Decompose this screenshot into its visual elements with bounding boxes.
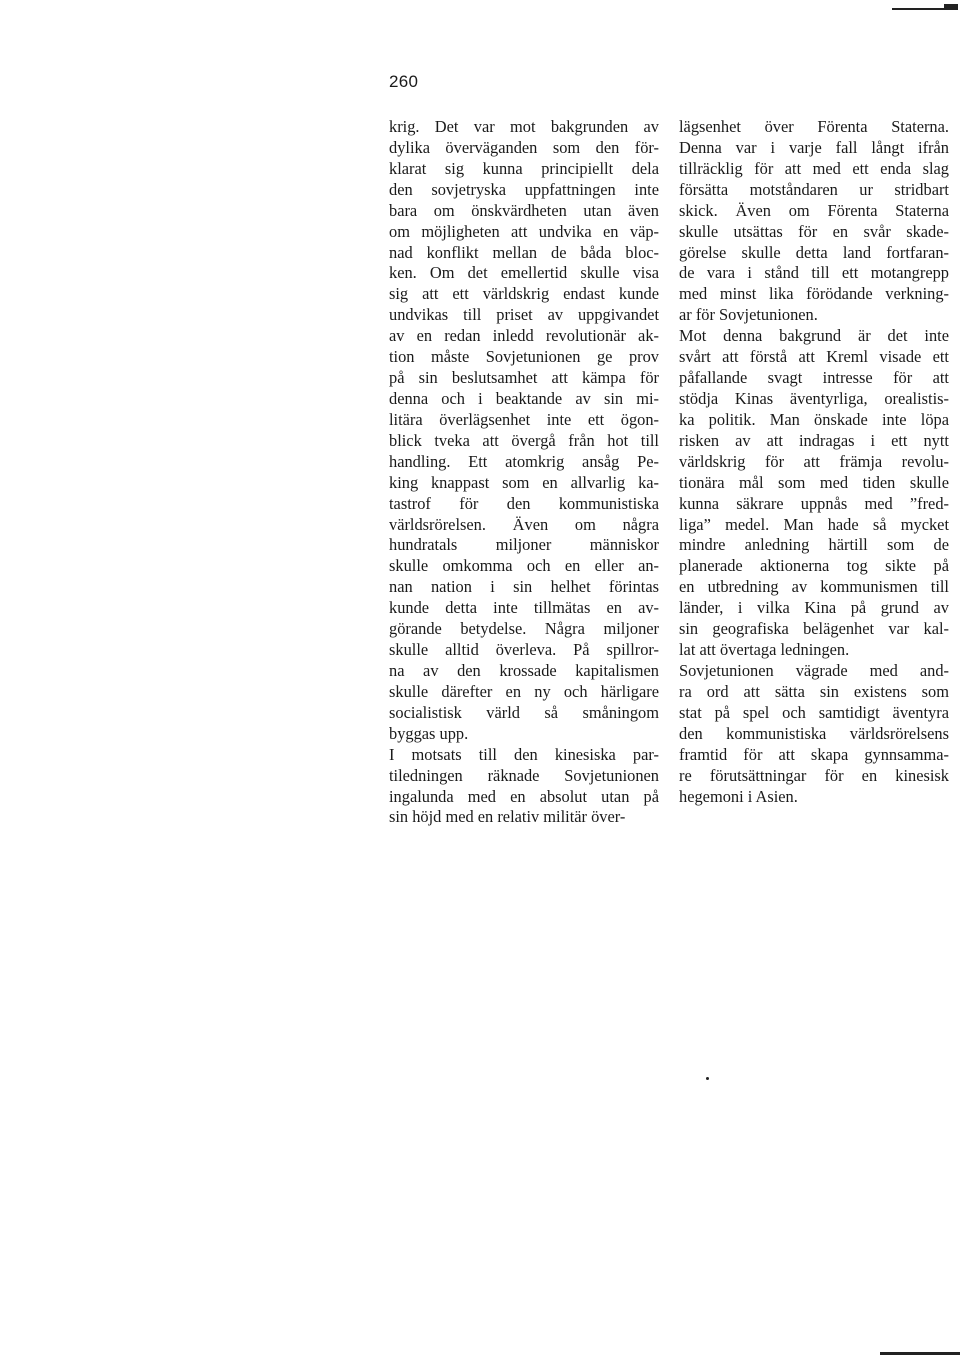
- text-line: dylika överväganden som den för-: [389, 137, 659, 157]
- text-line: tionära mål som med tiden skulle: [679, 472, 949, 492]
- text-line: litära överlägsenhet inte ett ögon-: [389, 409, 659, 429]
- text-line: framtid för att skapa gynnsamma-: [679, 744, 949, 764]
- text-line: lägsenhet över Förenta Staterna.: [679, 117, 949, 136]
- text-line: bara om önskvärdheten utan även: [389, 200, 659, 220]
- text-line: en utbredning av kommunismen till: [679, 577, 949, 597]
- text-column-left: [389, 117, 659, 828]
- text-line: hundratals miljoner människor: [389, 535, 659, 555]
- text-line: den kommunistiska världsrörelsens: [679, 723, 949, 743]
- text-line: görande betydelse. Några miljoner: [389, 619, 659, 639]
- text-line: klarat sig kunna principiellt dela: [389, 158, 659, 178]
- text-line: länder, i vilka Kina på grund av: [679, 598, 949, 618]
- text-line: de vara i stånd till ett motangrepp: [679, 263, 949, 283]
- text-line: stödja Kinas äventyrliga, orealistis-: [679, 388, 949, 408]
- text-line: kunna säkrare uppnås med ”fred-: [679, 493, 949, 513]
- text-line: försätta motståndaren ur stridbart: [679, 179, 949, 199]
- text-line: stat på spel och samtidigt äventyra: [679, 702, 949, 722]
- text-line: krig. Det var mot bakgrunden av: [389, 117, 659, 136]
- text-line: påfallande svagt intresse för att: [679, 368, 949, 388]
- text-line: skulle alltid överleva. På spillror-: [389, 640, 659, 660]
- text-line: risken av att indragas i ett nytt: [679, 430, 949, 450]
- text-line: den sovjetryska uppfattningen inte: [389, 179, 659, 199]
- text-line: skulle därefter en ny och härligare: [389, 681, 659, 701]
- text-line: planerade aktionerna tog sikte på: [679, 556, 949, 576]
- text-line: av en redan inledd revolutionär ak-: [389, 326, 659, 346]
- scan-edge-mark-bottom: [880, 1352, 960, 1355]
- text-line: mindre anledning härtill som de: [679, 535, 949, 555]
- text-line: sin höjd med en relativ militär över-: [389, 807, 626, 827]
- text-line: på sin beslutsamhet att kämpa för: [389, 368, 659, 388]
- text-line: världskrig för att främja revolu-: [679, 451, 949, 471]
- text-line: Denna var i varje fall långt ifrån: [679, 137, 949, 157]
- text-line: liga” medel. Man hade så mycket: [679, 514, 949, 534]
- text-line: ka politik. Man önskade inte löpa: [679, 409, 949, 429]
- text-line: denna och i beaktande av sin mi-: [389, 388, 659, 408]
- text-line: socialistisk värld så småningom: [389, 702, 659, 722]
- text-line: tion måste Sovjetunionen ge prov: [389, 347, 659, 367]
- text-line: sin geografiska belägenhet var kal-: [679, 619, 949, 639]
- text-line: skulle utsättas för en svår skade-: [679, 221, 949, 241]
- text-line: ken. Om det emellertid skulle visa: [389, 263, 659, 283]
- page-number: 260: [389, 72, 419, 91]
- text-line: Sovjetunionen vägrade med and-: [679, 660, 949, 680]
- text-line: kunde detta inte tillmätas en av-: [389, 598, 659, 618]
- text-line: skulle omkomma och en eller an-: [389, 556, 659, 576]
- text-line: na av den krossade kapitalismen: [389, 660, 659, 680]
- text-line: tastrof för den kommunistiska: [389, 493, 659, 513]
- text-line: nan nation i sin helhet förintas: [389, 577, 659, 597]
- text-line: undvikas till priset av uppgivandet: [389, 305, 659, 325]
- text-line: tiledningen räknade Sovjetunionen: [389, 765, 659, 785]
- scan-edge-mark-corner: [944, 4, 958, 9]
- text-line: med minst lika förödande verkning-: [679, 284, 949, 304]
- scan-speck: [706, 1077, 709, 1080]
- text-line: Mot denna bakgrund är det inte: [679, 326, 949, 346]
- text-line: ar för Sovjetunionen.: [679, 305, 818, 325]
- text-line: svårt att förstå att Kreml visade ett: [679, 347, 949, 367]
- text-line: sig att ett världskrig endast kunde: [389, 284, 659, 304]
- text-line: görelse skulle detta land fortfaran-: [679, 242, 949, 262]
- text-line: lat att övertaga ledningen.: [679, 640, 850, 660]
- text-line: byggas upp.: [389, 723, 469, 743]
- text-line: handling. Ett atomkrig ansåg Pe-: [389, 451, 659, 471]
- text-line: hegemoni i Asien.: [679, 786, 798, 806]
- text-line: re förutsättningar för en kinesisk: [679, 765, 949, 785]
- text-line: om möjligheten att undvika en väp-: [389, 221, 659, 241]
- text-line: nad konflikt mellan de båda bloc-: [389, 242, 659, 262]
- text-line: skick. Även om Förenta Staterna: [679, 200, 949, 220]
- text-line: blick tveka att övergå från hot till: [389, 430, 659, 450]
- text-line: ra ord att sätta sin existens som: [679, 681, 949, 701]
- text-column-right: [679, 117, 949, 807]
- text-line: tillräcklig för att med ett enda slag: [679, 158, 949, 178]
- text-line: ingalunda med en absolut utan på: [389, 786, 659, 806]
- text-line: världsrörelsen. Även om några: [389, 514, 659, 534]
- text-line: I motsats till den kinesiska par-: [389, 744, 659, 764]
- text-line: king knappast som en allvarlig ka-: [389, 472, 659, 492]
